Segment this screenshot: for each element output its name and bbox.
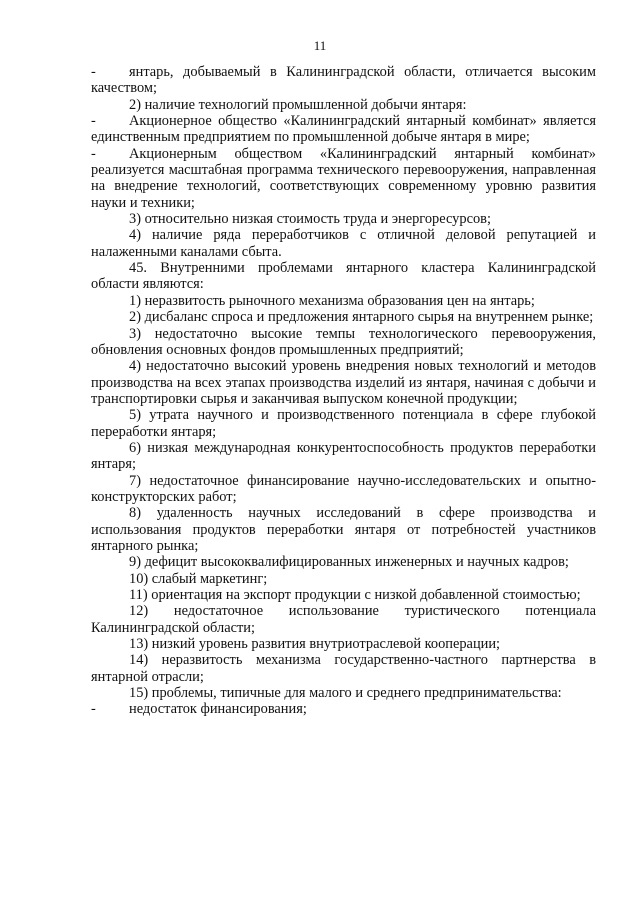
paragraph [91, 603, 596, 636]
paragraph-text: 14) неразвитость механизма государственно-частного партнерства в янтарной отрасли; [91, 652, 596, 685]
paragraph-text: Акционерное общество «Калининградский янтарный комбинат» является единственным предприятием по промышленной добыче янтаря в мире; [91, 113, 596, 146]
paragraph [91, 407, 596, 440]
paragraph [91, 440, 596, 473]
page-number: 11 [313, 38, 327, 53]
bullet-item [91, 146, 596, 211]
paragraph [91, 293, 596, 309]
paragraph-text: 15) проблемы, типичные для малого и среднего предпринимательства: [129, 685, 562, 702]
paragraph-text: 6) низкая международная конкурентоспособность продуктов переработки янтаря; [91, 439, 596, 473]
paragraph-text: 4) недостаточно высокий уровень внедрения новых технологий и методов производства на всех этапах производства изделий из янтаря, начиная с добычи и транспортировки сырья и заканчивая выпуском конечной продукции; [91, 358, 596, 407]
paragraph [91, 587, 596, 603]
paragraph [91, 309, 596, 325]
paragraph-text: 2) наличие технологий промышленной добычи янтаря: [129, 96, 467, 113]
paragraph [91, 326, 596, 359]
paragraph-text: 9) дефицит высококвалифицированных инженерных и научных кадров; [129, 554, 569, 571]
bullet-marker: - [91, 64, 96, 80]
paragraph-text: 2) дисбаланс спроса и предложения янтарного сырья на внутреннем рынке; [129, 309, 594, 326]
paragraph-text: 3) относительно низкая стоимость труда и энергоресурсов; [129, 211, 491, 228]
paragraph-text: 4) наличие ряда переработчиков с отличной деловой репутацией и налаженными каналами сбыта. [91, 227, 596, 260]
paragraph [91, 260, 596, 293]
paragraph [91, 636, 596, 652]
paragraph-text: янтарь, добываемый в Калининградской области, отличается высоким качеством; [91, 64, 596, 97]
paragraph-text: 11) ориентация на экспорт продукции с низкой добавленной стоимостью; [129, 587, 581, 603]
paragraph-text: 8) удаленность научных исследований в сфере производства и использования продуктов переработки янтаря от потребностей участников янтарного рынка; [91, 505, 596, 554]
paragraph [91, 473, 596, 506]
paragraph-text: 45. Внутренними проблемами янтарного кластера Калининградской области являются: [91, 260, 596, 293]
bullet-marker: - [91, 113, 96, 130]
bullet-marker: - [91, 145, 96, 162]
paragraph [91, 227, 596, 260]
paragraph [91, 652, 596, 685]
paragraph [91, 97, 596, 113]
paragraph [91, 571, 596, 587]
paragraph-text: Акционерным обществом «Калининградский янтарный комбинат» реализуется масштабная программа технического перевооружения, направленная на внедрение технологий, соответствующих современному уровню развития науки и техники; [91, 145, 596, 211]
paragraph [91, 685, 596, 701]
paragraph-text: 3) недостаточно высокие темпы технологического перевооружения, обновления основных фондов промышленных предприятий; [91, 325, 596, 358]
bullet-marker: - [91, 701, 96, 718]
bullet-item [91, 113, 596, 146]
paragraph-text: 12) недостаточное использование туристического потенциала Калининградской области; [91, 603, 596, 636]
paragraph-text: 7) недостаточное финансирование научно-исследовательских и опытно-конструкторских работ; [91, 472, 596, 505]
paragraph-text: 10) слабый маркетинг; [129, 570, 268, 587]
paragraph [91, 358, 596, 407]
paragraph-text: 13) низкий уровень развития внутриотраслевой кооперации; [129, 636, 501, 653]
bullet-item [91, 64, 596, 97]
paragraph [91, 211, 596, 227]
paragraph [91, 505, 596, 554]
paragraph [91, 554, 596, 570]
paragraph-text: недостаток финансирования; [129, 701, 307, 718]
paragraph-text: 5) утрата научного и производственного потенциала в сфере глубокой переработки янтаря; [91, 407, 596, 440]
bullet-item [91, 701, 596, 717]
document-body [91, 64, 596, 718]
paragraph-text: 1) неразвитость рыночного механизма образования цен на янтарь; [129, 292, 535, 309]
